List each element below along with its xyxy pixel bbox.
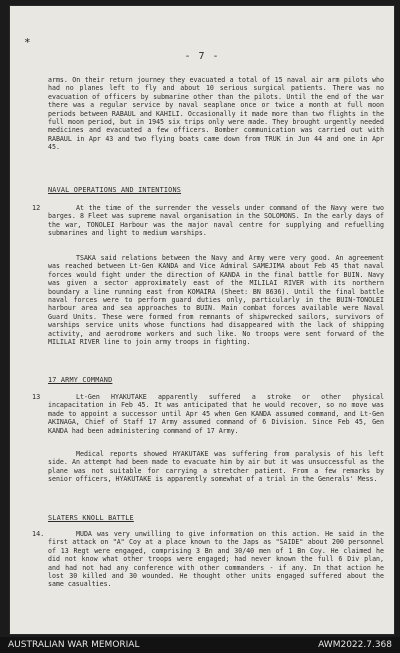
heading-naval-operations: NAVAL OPERATIONS AND INTENTIONS [48,186,182,194]
page-number: - 7 - [184,51,220,62]
archive-footer [0,637,400,653]
footer-reference: AWM2022.7.368 [318,640,392,650]
heading-slaters-knoll-battle: SLATERS KNOLL BATTLE [48,514,134,522]
paragraph-12b-block [48,254,384,346]
paragraph-14-block [48,530,384,589]
paragraph-12b: TSAKA said relations between the Navy and Army were very good. An agreement was reached between Lt-Gen KANDA and Vice Admiral SAMEJIMA about Feb 45 that naval forces would fight under the direction of KANDA in the final battle for BUIN. Navy was given a sector approximately east of the MILILAI RIVER with its northern boundary a line running east from KOMAIRA (Sheet: BN 8636). Until the final battle naval forces were to perform guard duties only, particularly in the BUIN-TONOLEI harbour area and sea approaches to BUIN. Main combat forces available were Naval Guard Units. These were formed from remnants of shipwrecked sailors, survivors of warships service units whose functions had disappeared with the lack of shipping activity, and aerodrome workers and such like. No troops were sent forward of the MILILAI RIVER line to join army troops in fighting. [48,254,384,347]
paragraph-13a: Lt-Gen HYAKUTAKE apparently suffered a stroke or other physical incapacitation in Feb 45. It was anticipated that he would recover, so no move was made to appoint a successor until Apr 45 when Gen KANDA assumed command, and Lt-Gen AKINAGA, Chief of Staff 17 Army assumed command of 6 Division. Since Feb 45, Gen KANDA had been administering command of 17 Army. [48,393,384,435]
paragraph-13b: Medical reports showed HYAKUTAKE was suffering from paralysis of his left side. An attempt had been made to evacuate him by air but it was unsuccessful as the plane was not suitable for carrying a stretcher patient. From a few remarks by senior officers, HYAKUTAKE is apparently somewhat of a trial in the Generals' Mess. [48,450,384,484]
paragraph-14: MUDA was very unwilling to give information on this action. He said in the first attack on "A" Coy at a place known to the Japs as "SAIDE" about 200 personnel of 13 Regt were engaged, comprising 3 Bn and 30/40 men of 1 Bn Coy. He claimed he did not know what other troops were engaged; had never known the full 6 Div plan, and had not had any conference with other commanders - if any. In that action he lost 30 killed and 30 wounded. He thought other units engaged suffered about the same casualties. [48,530,384,589]
paragraph-number-12: 12 [32,204,41,212]
paragraph-12a: At the time of the surrender the vessels under command of the Navy were two barges. 8 Fleet was supreme naval organisation in the SOLOMONS. In the early days of the war, TONOLEI Harbour was the major naval centre for supplying and refuelling submarines and light to medium warships. [48,204,384,238]
paragraph-number-13: 13 [32,393,41,401]
heading-17-army-command: 17 ARMY COMMAND [48,376,113,384]
paragraph-12a-block [48,204,384,238]
intro-paragraph-block [48,76,384,152]
intro-paragraph: arms. On their return journey they evacuated a total of 15 naval air arm pilots who had no planes left to fly and about 10 serious surgical patients. There was no evacuation of officers by submarine other than the pilots. Until the end of the war there was a regular service by naval seaplane once or twice a month at full moon periods between RABAUL and KAHILI. Occasionally it made more than two flights in the full moon period, but in 1945 six trips only were made. They brought urgently needed medicines and evacuated a few officers. Bomber communication was carried out with RABAUL in Apr 43 and two flying boats came down from TRUK in Jun 44 and one in Apr 45. [48,76,384,152]
footer-institution: AUSTRALIAN WAR MEMORIAL [8,640,140,650]
document-page [10,6,394,634]
paragraph-number-14: 14. [32,530,45,538]
punch-mark: * [24,36,31,49]
paragraph-13b-block [48,450,384,484]
paragraph-13a-block [48,393,384,435]
